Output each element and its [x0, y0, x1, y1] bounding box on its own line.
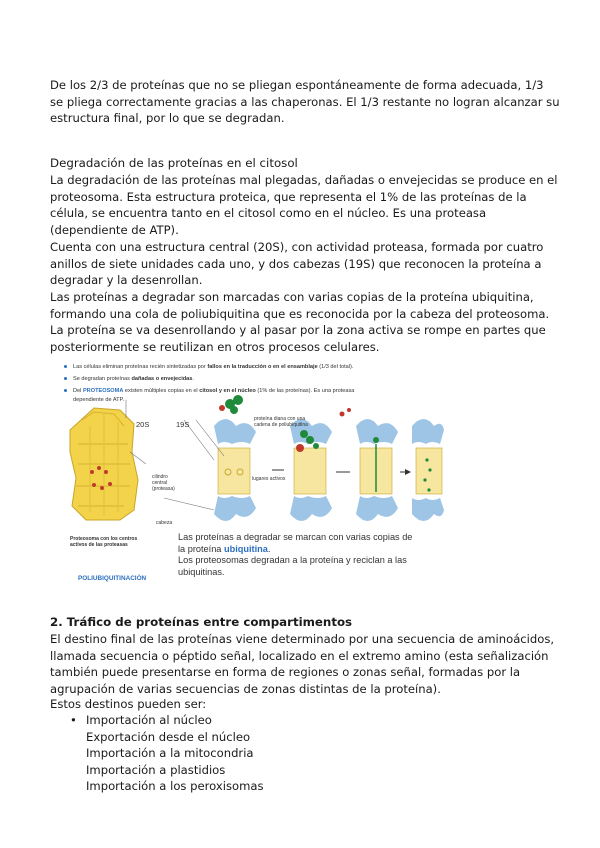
proteasome-step-2 — [290, 419, 332, 521]
label-active-sites: lugares activos — [252, 476, 286, 482]
proteasome-figure — [64, 360, 444, 586]
section-title-degradation: Degradación de las proteínas en el citosol — [50, 156, 298, 170]
list-item: • Importación al núcleo — [70, 713, 212, 727]
label-head: cabeza — [156, 520, 173, 526]
traffic-paragraph-1: El destino final de las proteínas viene determinado por una secuencia de aminoácidos, llamada secuencia o péptido señal, localizado en el extremo amino (esta señalización también puede presentarse en forma de regiones o zonas señal, formadas por la agrupación de varias secuencias de zonas distintas de la proteína). — [50, 632, 555, 696]
label-target-protein-1: proteína diana con una — [254, 416, 306, 422]
proteasome-step-3 — [356, 419, 398, 521]
section-title-traffic: 2. Tráfico de proteínas entre compartimentos — [50, 615, 353, 629]
list-item: Importación a plastidios — [86, 762, 226, 777]
degradation-paragraph-4: La proteína se va desenrollando y al pasar por la zona activa se rompe en partes que posteriormente se reutilizan en otros procesos celulares. — [50, 323, 546, 354]
label-cylinder-2: central — [152, 480, 168, 486]
intro-paragraph: De los 2/3 de proteínas que no se pliegan espontáneamente de forma adecuada, 1/3 se pliega correctamente gracias a las chaperonas. El 1/3 restante no logran alcanzar su estructura final, por lo que se degradan. — [50, 78, 560, 126]
list-item: Importación a la mitocondria — [86, 746, 254, 761]
degradation-paragraph-1: La degradación de las proteínas mal plegadas, dañadas o envejecidas se produce en el proteosoma. Esta estructura proteica, que representa el 1% de las proteínas de la célula, se encuentra tanto en el citosol como en el núcleo. Es una proteasa (dependiente de ATP). — [50, 173, 558, 237]
destinations-list — [72, 712, 264, 795]
list-item: Importación a los peroxisomas — [86, 779, 264, 794]
list-item: Exportación desde el núcleo — [86, 729, 251, 744]
label-target-protein-2: cadena de poliubiquitina — [254, 422, 308, 428]
figure-bullet-1: Las células eliminan proteínas recién sintetizadas por fallos en la traducción o en el ensamblaje (1/3 del total). — [64, 364, 353, 370]
label-active-centers-1: Proteosoma con los centros — [70, 536, 138, 542]
label-20s: 20S — [136, 420, 150, 429]
figure-caption: Las proteínas a degradar se marcan con varias copias de la proteína ubiquitina. Los proteosomas degradan a la proteína y reciclan a las ubiquitinas. — [178, 532, 413, 577]
proteasome-step-4 — [412, 419, 444, 521]
figure-bullet-2: Se degradan proteínas dañadas o envejecidas. — [64, 376, 194, 382]
traffic-paragraph-2: Estos destinos pueden ser: — [50, 697, 207, 711]
label-cylinder-3: (proteasa) — [152, 486, 175, 492]
pointer-lines — [164, 420, 224, 510]
label-19s: 19S — [176, 420, 190, 429]
degradation-paragraph-3: Las proteínas a degradar son marcadas con varias copias de la proteína ubiquitina, formando una cola de poliubiquitina que es reconocida por la cabeza del proteosoma. — [50, 290, 550, 321]
figure-bullet-3: Del PROTEOSOMA existen múltiples copias en el citosol y en el núcleo (1% de las proteínas). Es una proteasa — [64, 388, 354, 394]
figure-bullet-3-cont: dependiente de ATP. — [73, 397, 125, 403]
label-cylinder-1: cilindro — [152, 474, 168, 480]
degradation-paragraph-2: Cuenta con una estructura central (20S), con actividad proteasa, formada por cuatro anillos de siete unidades cada uno, y dos cabezas (19S) que reconocen la proteína a degradar y la desenrollan. — [50, 240, 544, 288]
proteasome-cylinder-shape — [70, 400, 146, 520]
bullet-icon: • — [70, 713, 77, 727]
label-active-centers-2: activos de las proteasas — [70, 542, 128, 548]
proteasome-step-1 — [214, 419, 256, 521]
polyubiquitination-label: POLIUBIQUITINACIÓN — [78, 575, 147, 582]
